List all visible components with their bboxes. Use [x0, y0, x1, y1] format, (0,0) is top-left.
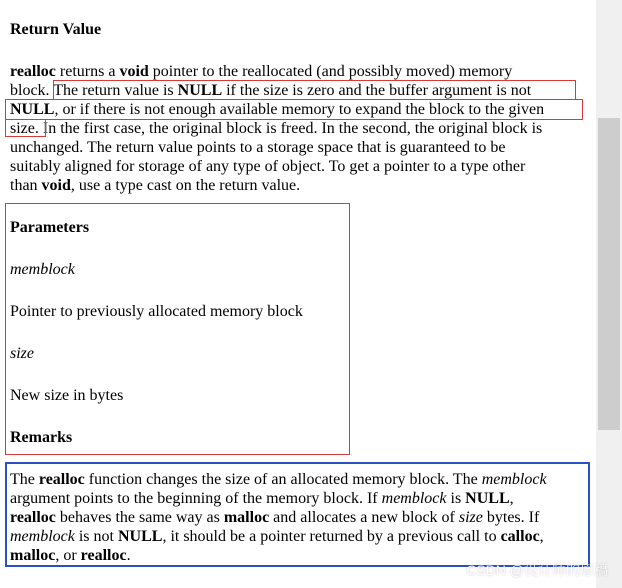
remarks-line [10, 546, 131, 565]
return-value-text-segment: pointer to the reallocated (and possibly moved) memory [148, 63, 513, 80]
return-value-text-segment: NULL [177, 82, 223, 99]
return-value-line [10, 119, 542, 138]
parameters-highlight-box [5, 203, 350, 455]
return-value-line [10, 138, 506, 157]
remarks-text-segment: , [539, 528, 544, 545]
remarks-text-segment: is not [74, 528, 118, 545]
return-value-heading: Return Value [10, 21, 102, 38]
return-value-text-segment: suitably aligned for storage of any type of object. To get a pointer to a type other [10, 158, 526, 175]
return-value-text-segment: than [10, 177, 42, 194]
remarks-text-segment: , it should be a pointer returned by a previous call to [162, 528, 501, 545]
vertical-scrollbar[interactable] [596, 0, 622, 588]
remarks-text-segment: . [126, 547, 131, 564]
return-value-text-segment: block. The return value is [10, 82, 178, 99]
remarks-text-segment: realloc [10, 509, 56, 526]
remarks-text-segment: malloc [10, 547, 56, 564]
return-value-text-segment: , use a type cast on the return value. [70, 177, 301, 194]
remarks-text-segment: , or [55, 547, 81, 564]
return-value-text-segment: returns a [55, 63, 120, 80]
return-value-line [10, 157, 525, 176]
parameters-heading: Parameters [10, 219, 90, 236]
return-value-text-segment: void [41, 177, 71, 194]
return-value-text-segment: size. In the first case, the original block is freed. In the second, the original block is [10, 120, 543, 137]
remarks-text-segment: realloc [80, 547, 127, 564]
return-value-text-segment: , or if there is not enough available memory to expand the block to the given [54, 101, 545, 118]
return-value-line [10, 100, 544, 119]
remarks-text-segment: and allocates a new block of [269, 509, 459, 526]
remarks-text-segment: argument points to the beginning of the memory block. If [10, 490, 382, 507]
return-value-text-segment: if the size is zero and the buffer argument is not [222, 82, 532, 99]
remarks-heading: Remarks [10, 429, 73, 446]
scrollbar-thumb[interactable] [598, 118, 620, 430]
remarks-text-segment: is [446, 490, 466, 507]
return-value-line [10, 81, 531, 100]
remarks-text-segment: memblock [10, 528, 75, 545]
return-value-text-segment: realloc [10, 63, 56, 80]
remarks-text-segment: bytes. If [482, 509, 540, 526]
remarks-text-segment: memblock [381, 490, 447, 507]
remarks-text-segment: NULL [117, 528, 163, 545]
return-value-text-segment: void [119, 63, 149, 80]
remarks-text-segment: , [509, 490, 514, 507]
return-value-text-segment: unchanged. The return value points to a storage space that is guaranteed to be [10, 139, 506, 156]
remarks-text-segment: memblock [481, 471, 547, 488]
remarks-text-segment: NULL [465, 490, 510, 507]
remarks-line [10, 489, 514, 508]
param-desc-memblock: Pointer to previously allocated memory block [10, 303, 303, 320]
return-value-line [10, 62, 512, 81]
return-value-line [10, 176, 300, 195]
param-name-size: size [10, 345, 34, 362]
remarks-text-segment: realloc [38, 471, 85, 488]
param-desc-size: New size in bytes [10, 387, 124, 404]
remarks-text-segment: calloc [500, 528, 540, 545]
param-name-memblock: memblock [10, 261, 75, 278]
remarks-text-segment: size [458, 509, 483, 526]
remarks-text-segment: malloc [223, 509, 270, 526]
return-value-text-segment: NULL [10, 101, 55, 118]
remarks-line [10, 470, 547, 489]
remarks-text-segment: The [10, 471, 39, 488]
remarks-line [10, 508, 539, 527]
remarks-line [10, 527, 544, 546]
remarks-text-segment: behaves the same way as [55, 509, 224, 526]
remarks-text-segment: function changes the size of an allocated memory block. The [84, 471, 482, 488]
watermark-text: CSDN @设计师的原稿 [466, 562, 608, 578]
